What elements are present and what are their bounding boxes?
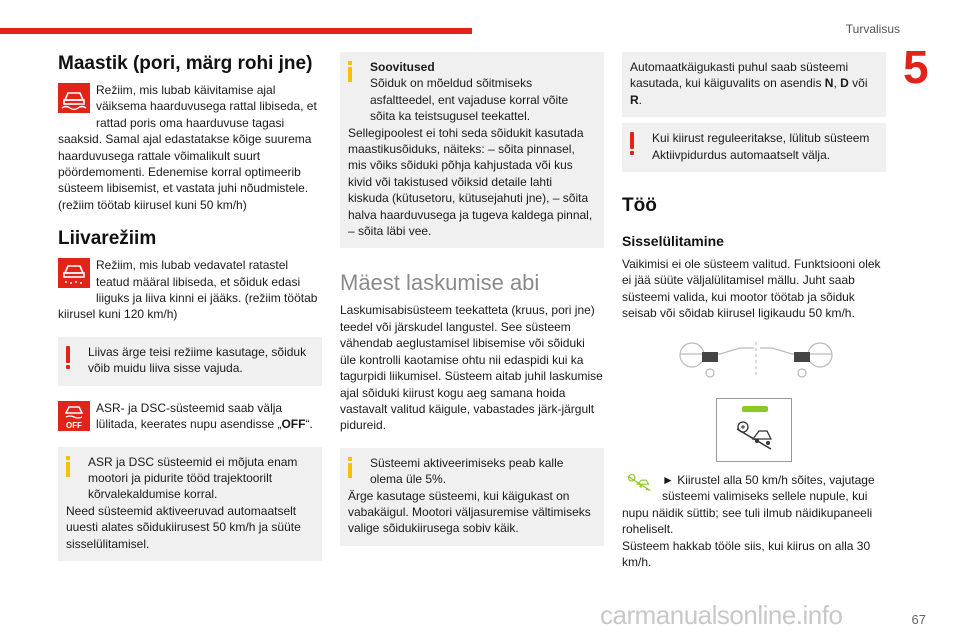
asr-dsc-off-paragraph: OFF ASR- ja DSC-süsteemid saab välja lülitada, keerates nupu asendisse „OFF“. <box>58 400 322 433</box>
dashboard-illustration <box>676 340 836 380</box>
column-middle <box>340 52 604 546</box>
svg-text:OFF: OFF <box>66 420 82 430</box>
info-box-asr-dsc: ASR ja DSC süsteemid ei mõjuta enam mootori ja pidurite tööd trajektoorilt kõrvalekaldumise korral. Need süsteemid aktiveeruvad automaatselt uuesti alates sõidukiirusest 50 km/h ja süüte sisselülitamisel. <box>58 447 322 561</box>
watermark: carmanualsonline.info <box>600 600 843 630</box>
info-box-activation: Süsteemi aktiveerimiseks peab kalle olema üle 5%. Ärge kasutage süsteemi, kui käigukast on vabakäigul. Mootori väljasuremise vältimiseks valige sõidukiirusega sobiv käik. <box>340 448 604 546</box>
info-icon <box>348 61 352 82</box>
sand-mode-icon <box>58 258 90 288</box>
page-number: 67 <box>911 612 926 627</box>
section-title: Turvalisus <box>845 22 900 36</box>
chapter-number: 5 <box>903 41 929 93</box>
column-left <box>58 52 322 561</box>
sand-mode-paragraph: Režiim, mis lubab vedavatel ratastel teatud määral libiseda, et sõiduk edasi liiguks ja liiva kinni ei jääks. (režiim töötab kiirusel kuni 120 km/h) <box>58 258 318 322</box>
heading-terrain-mode: Maastik (pori, märg rohi jne) <box>58 53 313 74</box>
column-right <box>622 52 886 322</box>
info-icon <box>66 456 70 477</box>
hill-descent-icon <box>731 419 779 455</box>
switching-on-paragraph: Vaikimisi ei ole süsteem valitud. Funktsiooni olek ei jää süüte väljalülitamisel mällu. Juht saab süsteemi valida, kui mootor töötab ja sõiduk seisab või sõidab kiirusel ligikaudu 50 km/h. <box>622 257 881 321</box>
heading-hill-descent: Mäest laskumise abi <box>340 270 540 296</box>
esc-off-icon <box>58 401 90 431</box>
top-accent-bar <box>0 28 472 34</box>
warning-icon <box>66 346 70 369</box>
info-box-recommendations: Soovitused Sõiduk on mõeldud sõitmiseks asfaltteedel, ent vajaduse korral võite sõita ka teistsugusel teekattel. Sellegipoolest ei tohi seda sõidukit kasutada maastikusõiduks, näiteks: – sõita pinnasel, mis võiks sõiduki põhja kahjustada või kus kivid või takistused võiksid detaile lahti kiskuda (kütusetoru, kütusejahuti jne), – sõita halva haarduvusega ja tugeva kaldega pinnal, – sõita läbi vee. <box>340 52 604 248</box>
heading-operation: Töö <box>622 195 657 217</box>
hill-descent-small-icon <box>622 473 656 497</box>
warning-box-sand: Liivas ärge teisi režiime kasutage, sõiduk võib muidu liiva sisse vajuda. <box>58 337 322 386</box>
terrain-mode-paragraph: Režiim, mis lubab käivitamise ajal väiksema haarduvusega rattal libiseda, et rattad poris oma haarduvuse tagasi saaksid. Samal ajal edastatakse kõige suurema haarduvusega rattale võimalikult suurt pöördemomenti. Edenemise korral optimeerib süsteem libisemist, et vastata juhi nõudmistele. (režiim töötab kiirusel kuni 50 km/h) <box>58 83 317 212</box>
gearbox-box: Automaatkäigukasti puhul saab süsteemi kasutada, kui käiguvalits on asendis N, D või R. <box>622 52 886 117</box>
hill-descent-paragraph: Laskumisabisüsteem teekatteta (kruus, pori jne) teedel või järskudel langustel. See süsteem vähendab aeglustamisel libisemise või sõiduki üle kontrolli kaotamise ohtu nii edaspidi kui ka tagurpidi liikumisel. Süsteem aitab juhil laskumise ajal sõiduki kiirust kogu aeg samana hoida vastavalt valitud käigule, vabastades järk-järgult pidureid. <box>340 303 603 433</box>
warning-icon <box>630 132 634 155</box>
info-icon <box>348 457 352 478</box>
hill-descent-button[interactable] <box>716 398 792 462</box>
step-result-paragraph: Süsteem hakkab tööle siis, kui kiirus on alla 30 km/h. <box>622 538 871 570</box>
warning-box-cruise: Kui kiirust reguleeritakse, lülitub süsteem Aktiivpidurdus automaatselt välja. <box>622 123 886 172</box>
mud-mode-icon <box>58 83 90 113</box>
heading-sand-mode: Liivarežiim <box>58 228 157 250</box>
step-paragraph: ► Kiirustel alla 50 km/h sõites, vajutage süsteemi valimiseks sellele nupule, kui nupu näidik süttib; see tuli ilmub näidikupaneeli roheliselt. Süsteem hakkab tööle siis, kui kiirus on alla 30 km/h. <box>622 472 886 570</box>
heading-switching-on: Sisselülitamine <box>622 233 724 250</box>
indicator-led <box>742 406 768 412</box>
